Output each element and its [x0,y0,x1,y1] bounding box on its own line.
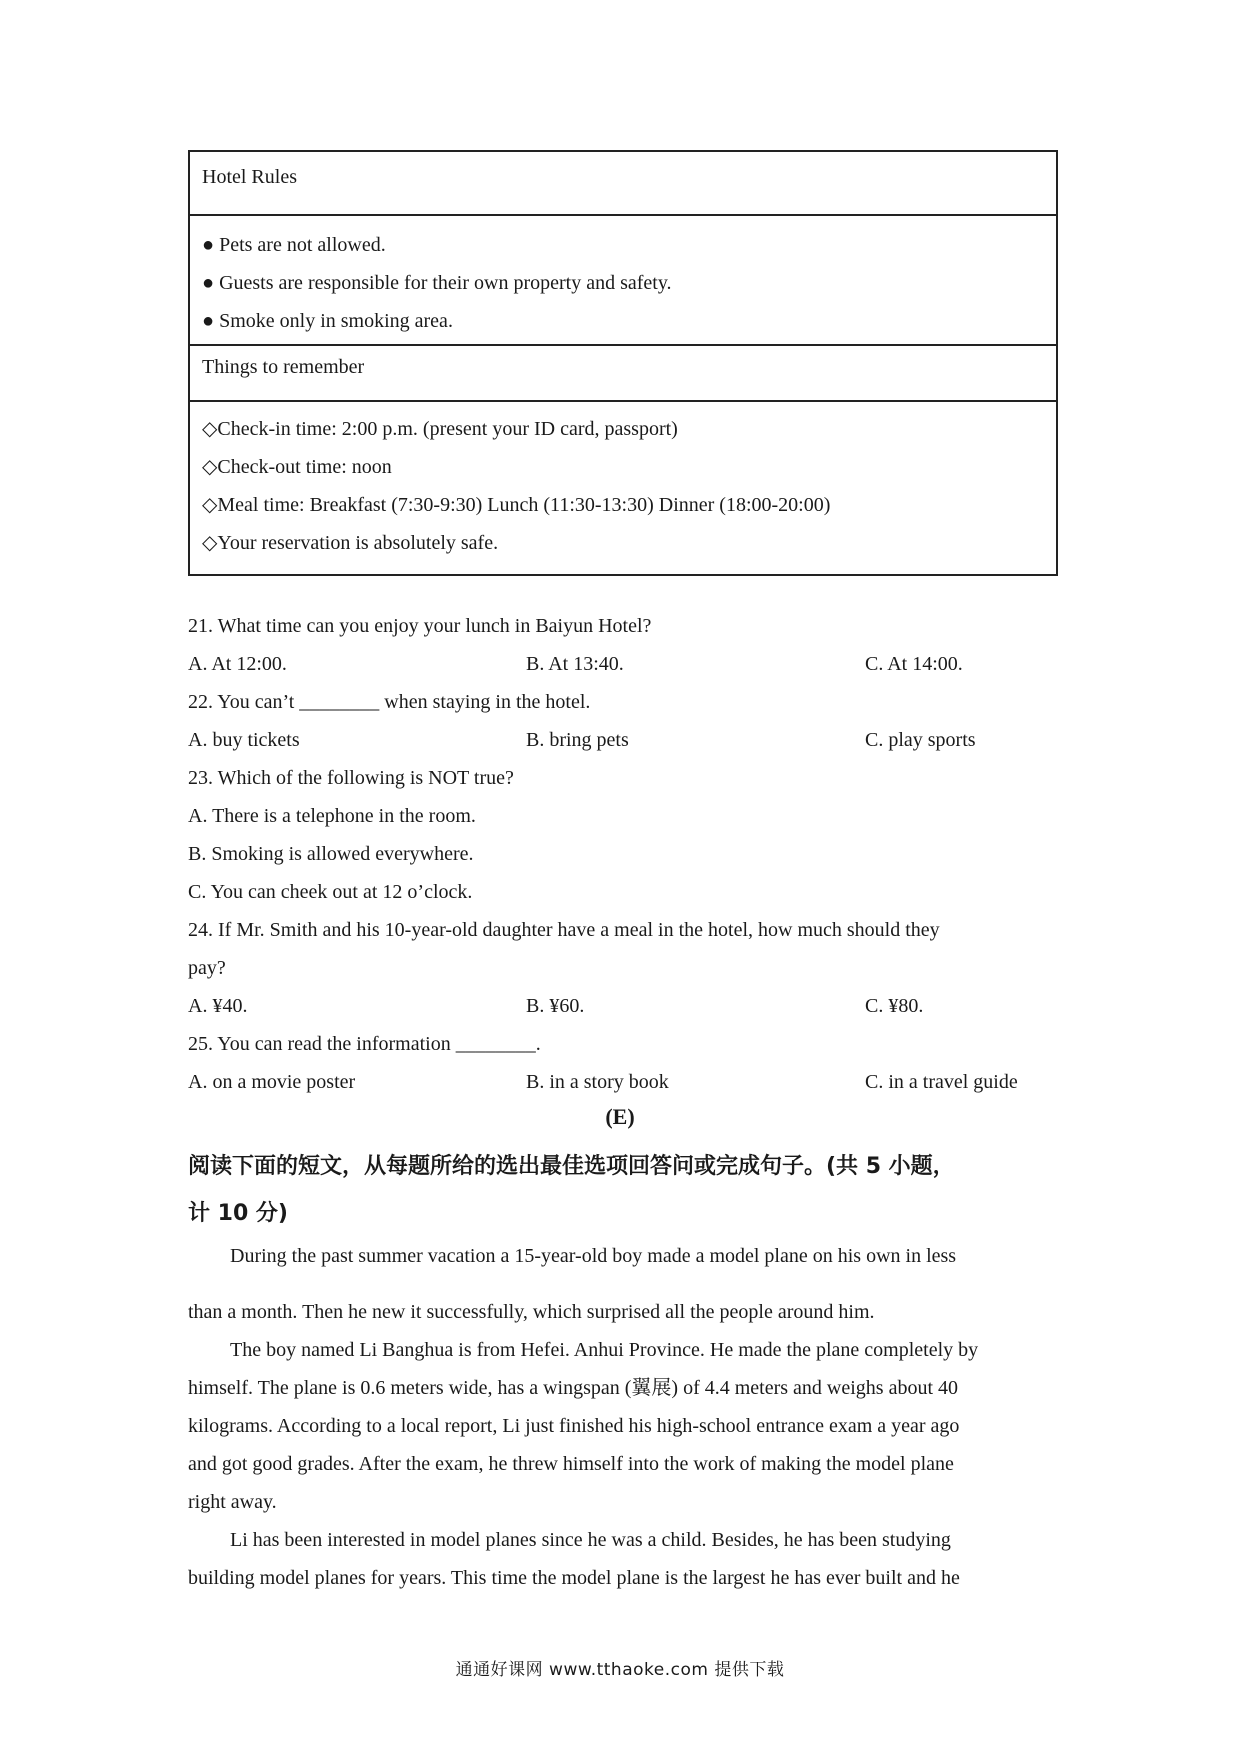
question-21: 21. What time can you enjoy your lunch in Baiyun Hotel? [188,615,652,637]
option-24-a: A. ¥40. [188,995,248,1017]
options-22 [188,721,1068,759]
option-21-b: B. At 13:40. [526,653,624,675]
question-24-line1: 24. If Mr. Smith and his 10-year-old daughter have a meal in the hotel, how much should they [188,919,940,941]
option-22-a: A. buy tickets [188,729,300,751]
instruction-line-1: 阅读下面的短文，从每题所给的选出最佳选项回答问或完成句子。(共 5 小题， [188,1154,955,1179]
option-24-b: B. ¥60. [526,995,585,1017]
option-24-c: C. ¥80. [865,995,924,1017]
rules-header: Hotel Rules [190,152,1056,216]
thing-item: ◇Check-out time: noon [202,456,392,478]
section-e-label: (E) [605,1104,635,1129]
instruction-line-2: 计 10 分) [188,1201,288,1226]
passage-line: and got good grades. After the exam, he threw himself into the work of making the model plane [188,1453,954,1475]
options-25 [188,1063,1068,1101]
question-23: 23. Which of the following is NOT true? [188,767,514,789]
question-24-line2: pay? [188,957,226,979]
option-22-c: C. play sports [865,729,976,751]
option-25-c: C. in a travel guide [865,1071,1018,1093]
question-25: 25. You can read the information ________. [188,1033,541,1055]
option-22-b: B. bring pets [526,729,629,751]
paragraph-gap [188,1275,1068,1293]
rule-item: ● Pets are not allowed. [202,234,386,256]
passage-line: The boy named Li Banghua is from Hefei. Anhui Province. He made the plane completely by [230,1339,979,1361]
thing-item: ◇Check-in time: 2:00 p.m. (present your ID card, passport) [202,418,678,440]
passage-line: building model planes for years. This time the model plane is the largest he has ever built and he [188,1567,960,1589]
option-25-a: A. on a movie poster [188,1071,356,1093]
option-21-a: A. At 12:00. [188,653,287,675]
things-list [190,402,1056,574]
passage-line: himself. The plane is 0.6 meters wide, has a wingspan (翼展) of 4.4 meters and weighs about 40 [188,1377,959,1399]
passage-line: right away. [188,1491,277,1513]
passage-line: than a month. Then he new it successfully, which surprised all the people around him. [188,1301,875,1323]
passage-line: kilograms. According to a local report, Li just finished his high-school entrance exam a year ago [188,1415,960,1437]
option-21-c: C. At 14:00. [865,653,963,675]
section-e-instructions [188,1143,1068,1237]
passage-line: During the past summer vacation a 15-year-old boy made a model plane on his own in less [230,1245,957,1267]
option-23-b: B. Smoking is allowed everywhere. [188,843,474,865]
question-22: 22. You can’t ________ when staying in the hotel. [188,691,591,713]
options-24 [188,987,1068,1025]
rules-list [190,216,1056,346]
reading-passage [188,1237,1068,1597]
option-25-b: B. in a story book [526,1071,669,1093]
things-header: Things to remember [190,346,1056,402]
passage-line: Li has been interested in model planes since he was a child. Besides, he has been studying [230,1529,951,1551]
thing-item: ◇Your reservation is absolutely safe. [202,532,499,554]
page-footer: 通通好课网 www.tthaoke.com 提供下载 [455,1660,785,1680]
thing-item: ◇Meal time: Breakfast (7:30-9:30) Lunch (11:30-13:30) Dinner (18:00-20:00) [202,494,831,516]
rule-item: ● Guests are responsible for their own property and safety. [202,272,672,294]
option-23-c: C. You can cheek out at 12 o’clock. [188,881,473,903]
rule-item: ● Smoke only in smoking area. [202,310,453,332]
hotel-rules-table [188,150,1058,576]
option-23-a: A. There is a telephone in the room. [188,805,476,827]
options-21 [188,645,1068,683]
questions-block [188,607,1068,1101]
